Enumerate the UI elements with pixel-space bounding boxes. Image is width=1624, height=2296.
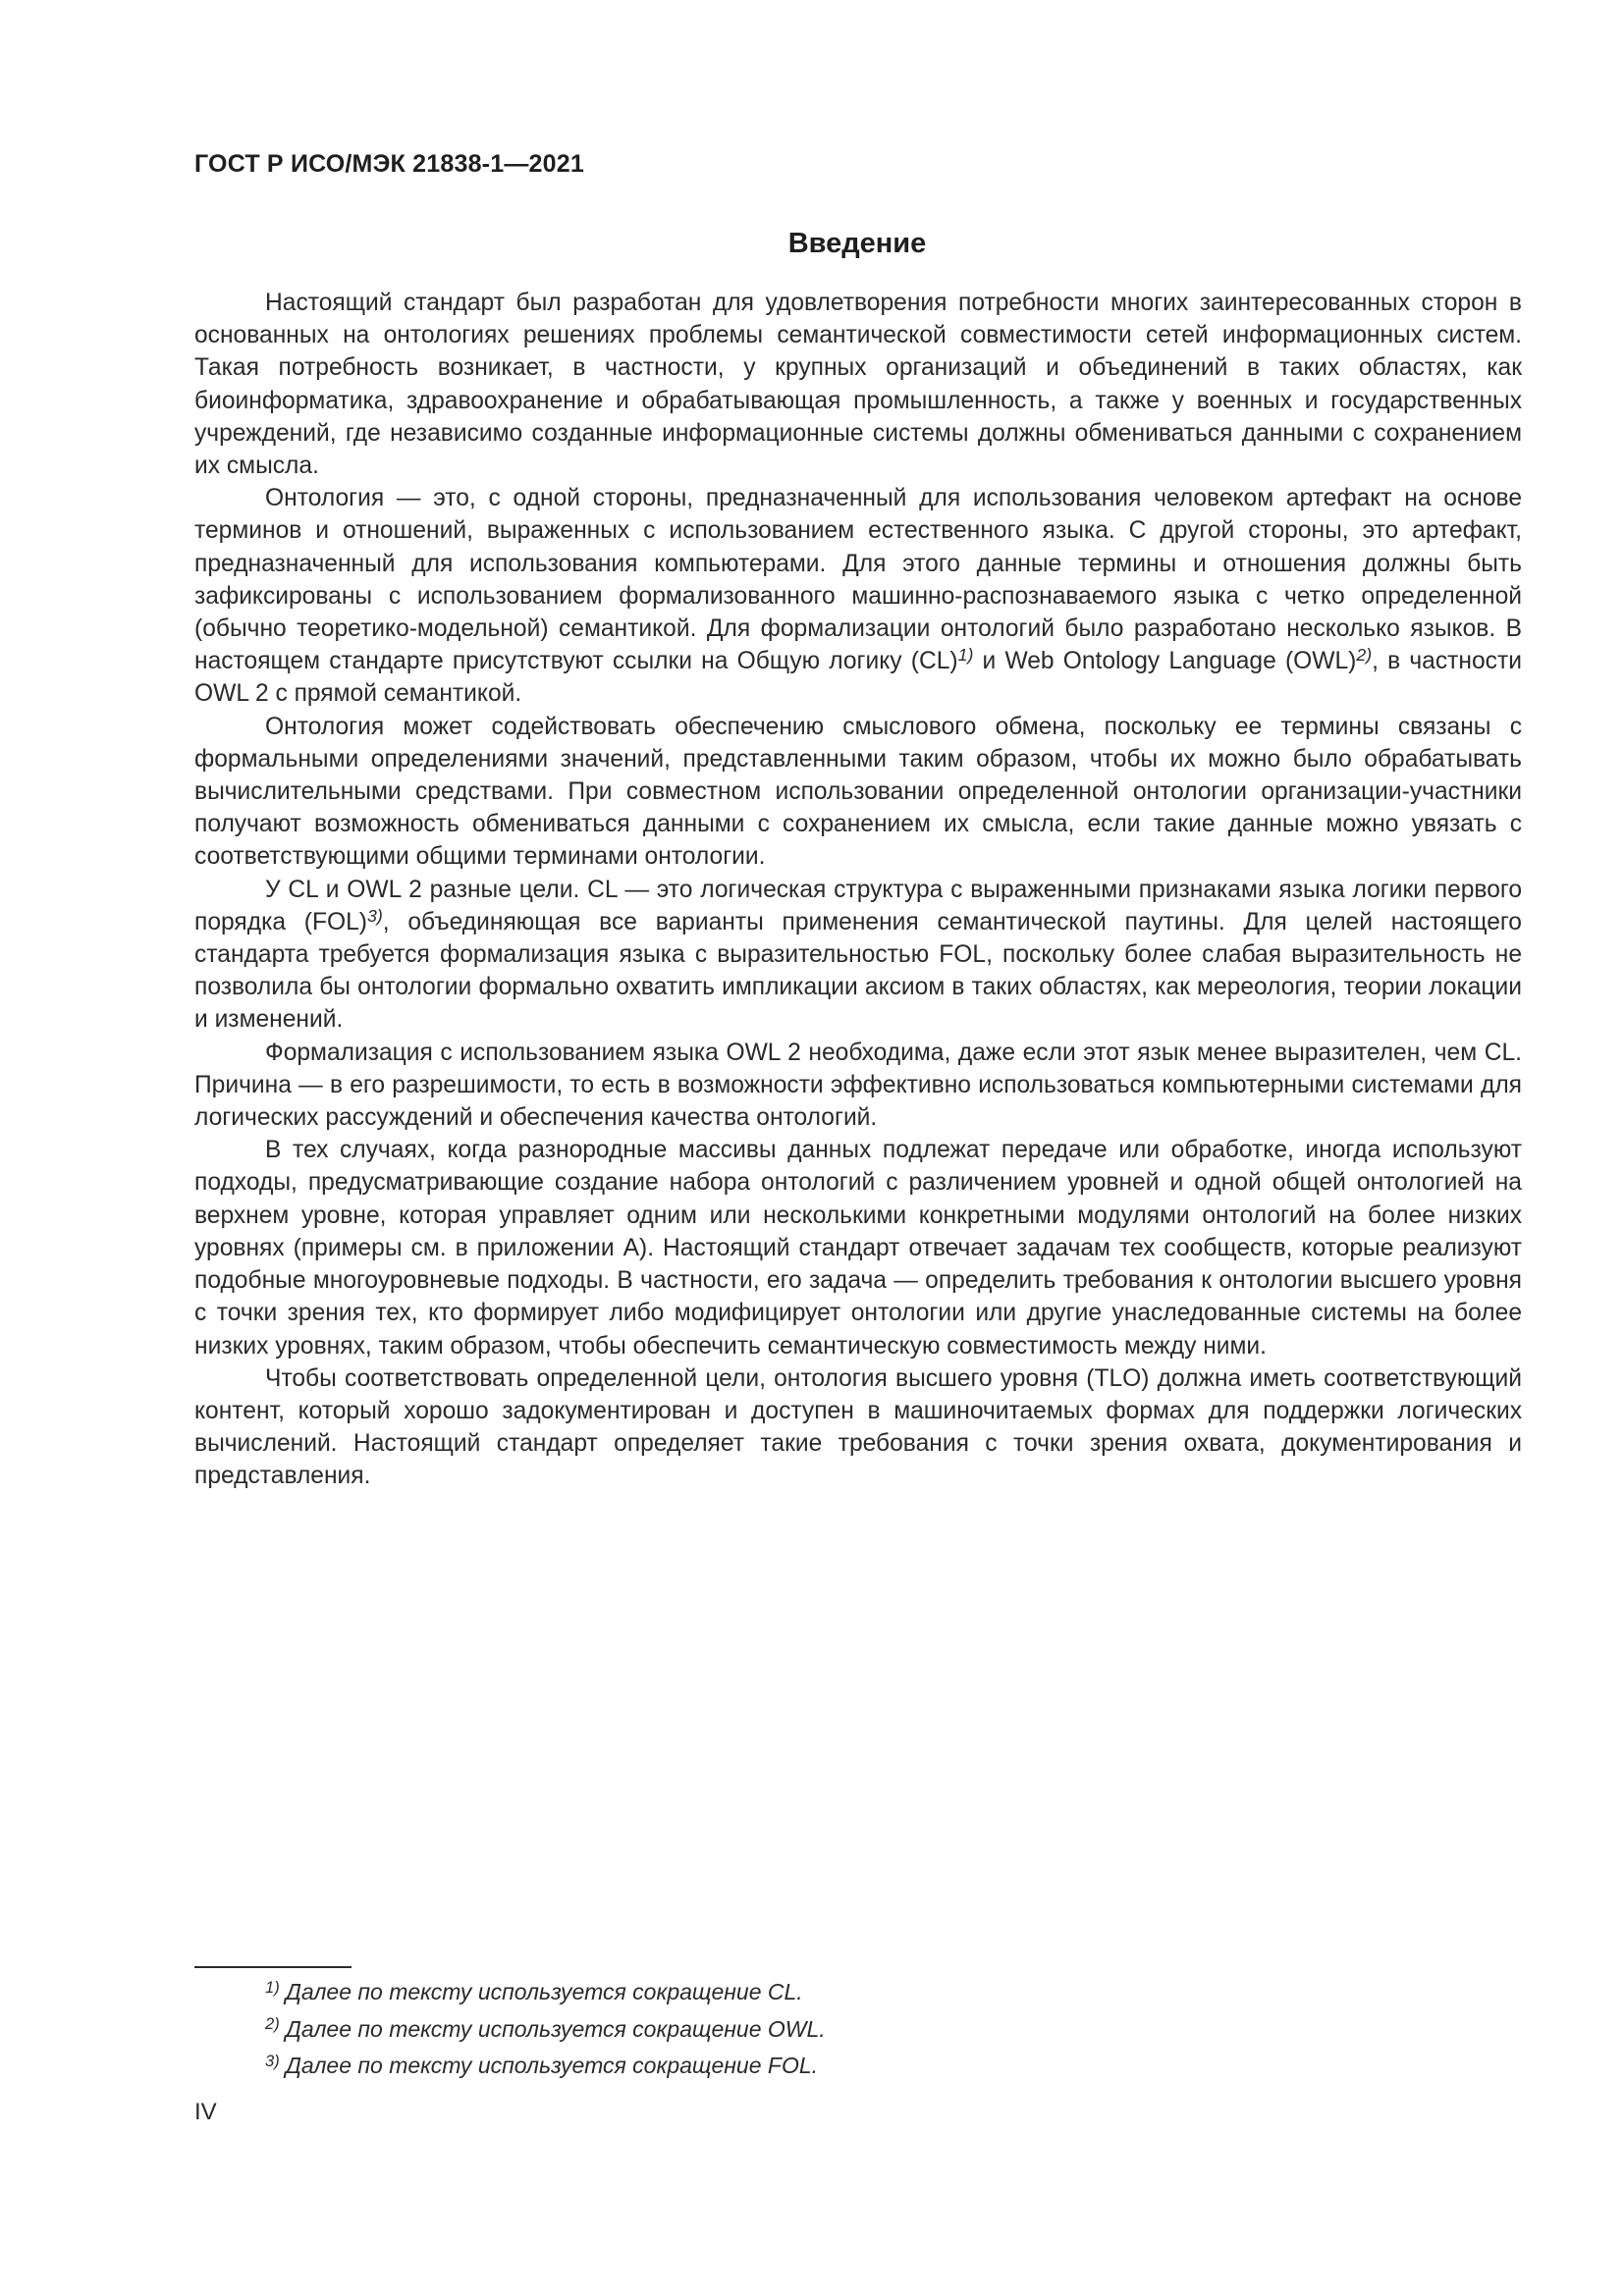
footnote-separator: [194, 1966, 352, 1968]
paragraph-text: У CL и OWL 2 разные цели. CL — это логическая структура с выраженными признаками языка логики первого порядка (FOL): [194, 876, 1522, 935]
footnote-mark: 1): [265, 1977, 280, 1997]
body-text: [194, 287, 1522, 1493]
paragraph-text: Онтология — это, с одной стороны, предназначенный для использования человеком артефакт на основе терминов и отношений, выраженных с использованием естественного языка. С другой стороны, это артефакт, предназначенный для использования компьютерами. Для этого данные термины и отношения должны быть зафиксированы с использованием формализованного машинно-распознаваемого языка с четко определенной (обычно теоретико-модельной) семантикой. Для формализации онтологий было разработано несколько языков. В настоящем стандарте присутствуют ссылки на Общую логику (CL): [194, 485, 1522, 675]
paragraph-text: Чтобы соответствовать определенной цели, онтология высшего уровня (TLO) должна иметь соответствующий контент, который хорошо задокументирован и доступен в машиночитаемых формах для поддержки логических вычислений. Настоящий стандарт определяет такие требования с точки зрения охвата, документирования и представления.: [194, 1364, 1522, 1490]
paragraph-text: Формализация с использованием языка OWL 2 необходима, даже если этот язык менее выразителен, чем CL. Причина — в его разрешимости, то есть в возможности эффективно использоваться компьютерными системами для логических рассуждений и обеспечения качества онтологий.: [194, 1039, 1522, 1132]
paragraph: [194, 287, 1522, 482]
footnotes: [265, 1974, 1443, 2085]
paragraph: [194, 1362, 1522, 1493]
footnote: [265, 2048, 1443, 2085]
footnote-text: Далее по тексту используется сокращение FOL.: [285, 2053, 819, 2078]
section-title: Введение: [787, 228, 927, 259]
paragraph-text: В тех случаях, когда разнородные массивы данных подлежат передаче или обработке, иногда используют подходы, предусматривающие создание набора онтологий с различением уровней и одной общей онтологией на верхнем уровне, которая управляет одним или несколькими конкретными модулями онтологий на более низких уровнях (примеры см. в приложении А). Настоящий стандарт отвечает задачам тех сообществ, которые реализуют подобные многоуровневые подходы. В частности, его задача — определить требования к онтологии высшего уровня с точки зрения тех, кто формирует либо модифицирует онтологии или другие унаследованные системы на более низких уровнях, таким образом, чтобы обеспечить семантическую совместимость между ними.: [194, 1137, 1522, 1360]
footnote-reference[interactable]: 1): [957, 645, 974, 666]
footnote-mark: 3): [265, 2051, 280, 2070]
footnote-text: Далее по тексту используется сокращение CL.: [285, 1979, 803, 2004]
paragraph: [194, 1134, 1522, 1362]
document-code-header: ГОСТ Р ИСО/МЭК 21838-1—2021: [194, 150, 584, 178]
footnote-mark: 2): [265, 2014, 280, 2034]
paragraph: [194, 874, 1522, 1037]
paragraph-text: и Web Ontology Language (OWL): [973, 648, 1357, 675]
page-number: IV: [194, 2099, 217, 2125]
paragraph-text: , объединяющая все варианты применения семантической паутины. Для целей настоящего стандарта требуется формализация языка с выразительностью FOL, поскольку более слабая выразительность не позволила бы онтологии формально охватить импликации аксиом в таких областях, как мереология, теории локации и изменений.: [194, 908, 1522, 1034]
footnote: [265, 1974, 1443, 2011]
paragraph: [194, 1037, 1522, 1135]
footnote-reference[interactable]: 3): [367, 905, 383, 926]
paragraph-text: Онтология может содействовать обеспечению смыслового обмена, поскольку ее термины связаны с формальными определениями значений, представленными таким образом, чтобы их можно было обрабатывать вычислительными средствами. При совместном использовании определенной онтологии организации-участники получают возможность обмениваться данными с сохранением их смысла, если такие данные можно увязать с соответствующими общими терминами онтологии.: [194, 713, 1522, 871]
footnote-reference[interactable]: 2): [1356, 645, 1373, 666]
paragraph: [194, 482, 1522, 710]
paragraph: [194, 711, 1522, 874]
paragraph-text: , в частности OWL 2 с прямой семантикой.: [194, 648, 1522, 708]
paragraph-text: Настоящий стандарт был разработан для удовлетворения потребности многих заинтересованных сторон в основанных на онтологиях решениях проблемы семантической совместимости сетей информационных систем. Такая потребность возникает, в частности, у крупных организаций и объединений в таких областях, как биоинформатика, здравоохранение и обрабатывающая промышленность, а также у военных и государственных учреждений, где независимо созданные информационные системы должны обмениваться данными с сохранением их смысла.: [194, 290, 1522, 480]
footnote: [265, 2011, 1443, 2049]
footnote-text: Далее по тексту используется сокращение OWL.: [285, 2015, 826, 2042]
